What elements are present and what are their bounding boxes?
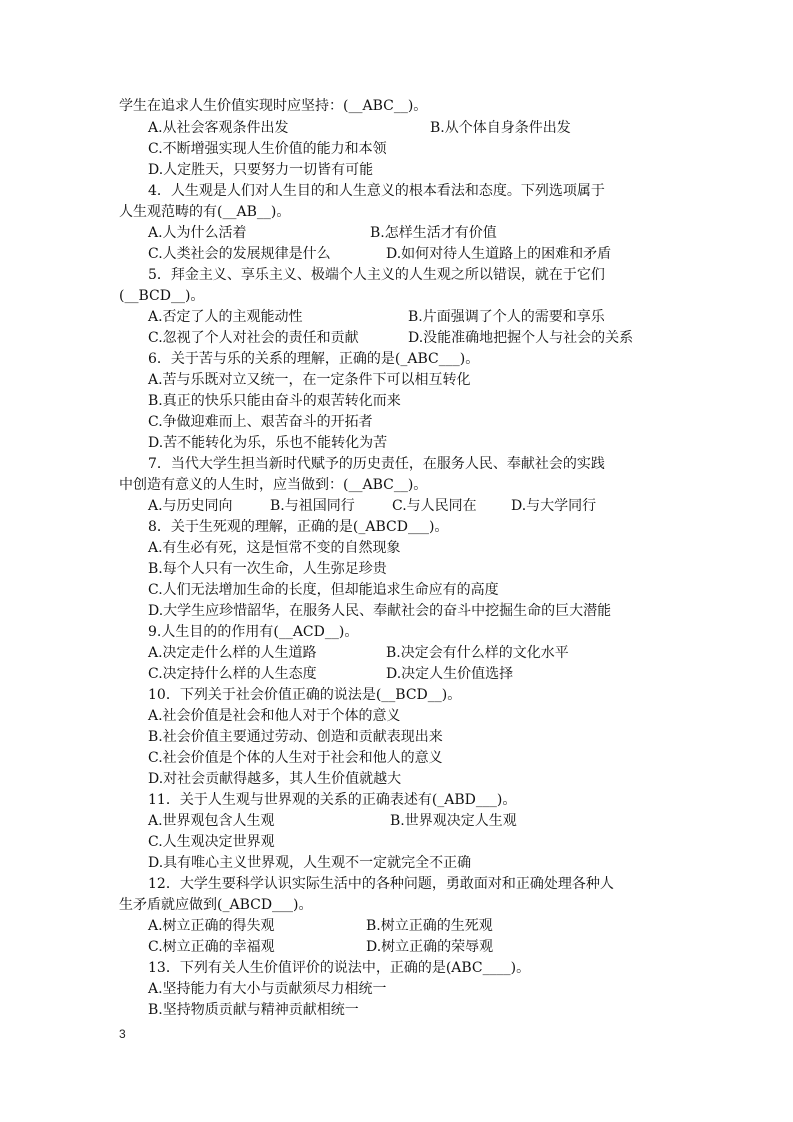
option-b: B.从个体自身条件出发 [430,120,571,136]
option-c: C.争做迎难而上、艰苦奋斗的开拓者 [148,414,373,430]
option-c: C.树立正确的幸福观 [148,939,275,955]
option-c: C.人们无法增加生命的长度，但却能追求生命应有的高度 [148,582,499,598]
question-10: 10．下列关于社会价值正确的说法是(__BCD__)。 [148,687,462,703]
option-a: A.坚持能力有大小与贡献须尽力相统一 [148,981,387,997]
option-d: D.大学生应珍惜韶华，在服务人民、奉献社会的奋斗中挖掘生命的巨大潜能 [148,603,612,619]
option-c: C.决定持什么样的人生态度 [148,666,317,682]
option-d: D.树立正确的荣辱观 [366,939,494,955]
option-d: D.对社会贡献得越多，其人生价值就越大 [148,771,402,787]
option-a: A.决定走什么样的人生道路 [148,645,317,661]
option-b: B.社会价值主要通过劳动、创造和贡献表现出来 [148,729,443,745]
question-11: 11．关于人生观与世界观的关系的正确表述有(_ABD___)。 [148,792,517,808]
option-c: C.与人民同在 [392,498,477,514]
option-a: A.人为什么活着 [148,225,247,241]
option-c: C.人类社会的发展规律是什么 [148,246,331,262]
option-b: B.世界观决定人生观 [390,813,517,829]
option-b: B.决定会有什么样的文化水平 [386,645,569,661]
option-d: D.如何对待人生道路上的困难和矛盾 [386,246,612,262]
question-8: 8．关于生死观的理解，正确的是(_ABCD___)。 [148,519,449,535]
option-a: A.与历史同向 [148,498,233,514]
question-6: 6．关于苦与乐的关系的理解，正确的是(_ABC___)。 [148,351,480,367]
option-c: C.社会价值是个体的人生对于社会和他人的意义 [148,750,443,766]
option-a: A.社会价值是社会和他人对于个体的意义 [148,708,401,724]
option-a: A.否定了人的主观能动性 [148,309,303,325]
question-12: 12．大学生要科学认识实际生活中的各种问题，勇敢面对和正确处理各种人 [148,876,614,892]
text-line: 学生在追求人生价值实现时应坚持：(__ABC__)。 [119,98,428,114]
option-a: A.有生必有死，这是恒常不变的自然现象 [148,540,401,556]
option-d: D.具有唯心主义世界观，人生观不一定就完全不正确 [148,855,472,871]
option-c: C.不断增强实现人生价值的能力和本领 [148,141,387,157]
option-a: A.从社会客观条件出发 [148,120,289,136]
option-b: B.与祖国同行 [270,498,355,514]
option-b: B.树立正确的生死观 [366,918,493,934]
option-d: D.人定胜天，只要努力一切皆有可能 [148,162,374,178]
question-5: 5．拜金主义、享乐主义、极端个人主义的人生观之所以错误，就在于它们 [148,267,605,283]
question-13: 13．下列有关人生价值评价的说法中，正确的是(ABC____)。 [148,960,531,976]
question-5-cont: (__BCD__)。 [119,288,205,304]
option-d: D.苦不能转化为乐，乐也不能转化为苦 [148,435,388,451]
option-b: B.片面强调了个人的需要和享乐 [408,309,605,325]
option-c: C.忽视了个人对社会的责任和贡献 [148,330,359,346]
option-a: A.树立正确的得失观 [148,918,275,934]
option-a: A.苦与乐既对立又统一，在一定条件下可以相互转化 [148,372,471,388]
question-12-cont: 生矛盾就应做到(_ABCD___)。 [119,897,313,913]
option-d: D.决定人生价值选择 [386,666,514,682]
question-7: 7．当代大学生担当新时代赋予的历史责任，在服务人民、奉献社会的实践 [148,456,605,472]
question-4: 4．人生观是人们对人生目的和人生意义的根本看法和态度。下列选项属于 [148,183,605,199]
question-9: 9.人生目的的作用有(__ACD__)。 [148,624,359,640]
option-b: B.每个人只有一次生命，人生弥足珍贵 [148,561,387,577]
option-b: B.坚持物质贡献与精神贡献相统一 [148,1002,359,1018]
question-4-cont: 人生观范畴的有(__AB__)。 [119,204,291,220]
option-d: D.没能准确地把握个人与社会的关系 [408,330,634,346]
option-a: A.世界观包含人生观 [148,813,275,829]
question-7-cont: 中创造有意义的人生时，应当做到：(__ABC__)。 [119,477,428,493]
option-c: C.人生观决定世界观 [148,834,275,850]
option-b: B.怎样生活才有价值 [370,225,497,241]
page-number: 3 [119,1027,126,1041]
option-d: D.与大学同行 [511,498,597,514]
option-b: B.真正的快乐只能由奋斗的艰苦转化而来 [148,393,401,409]
